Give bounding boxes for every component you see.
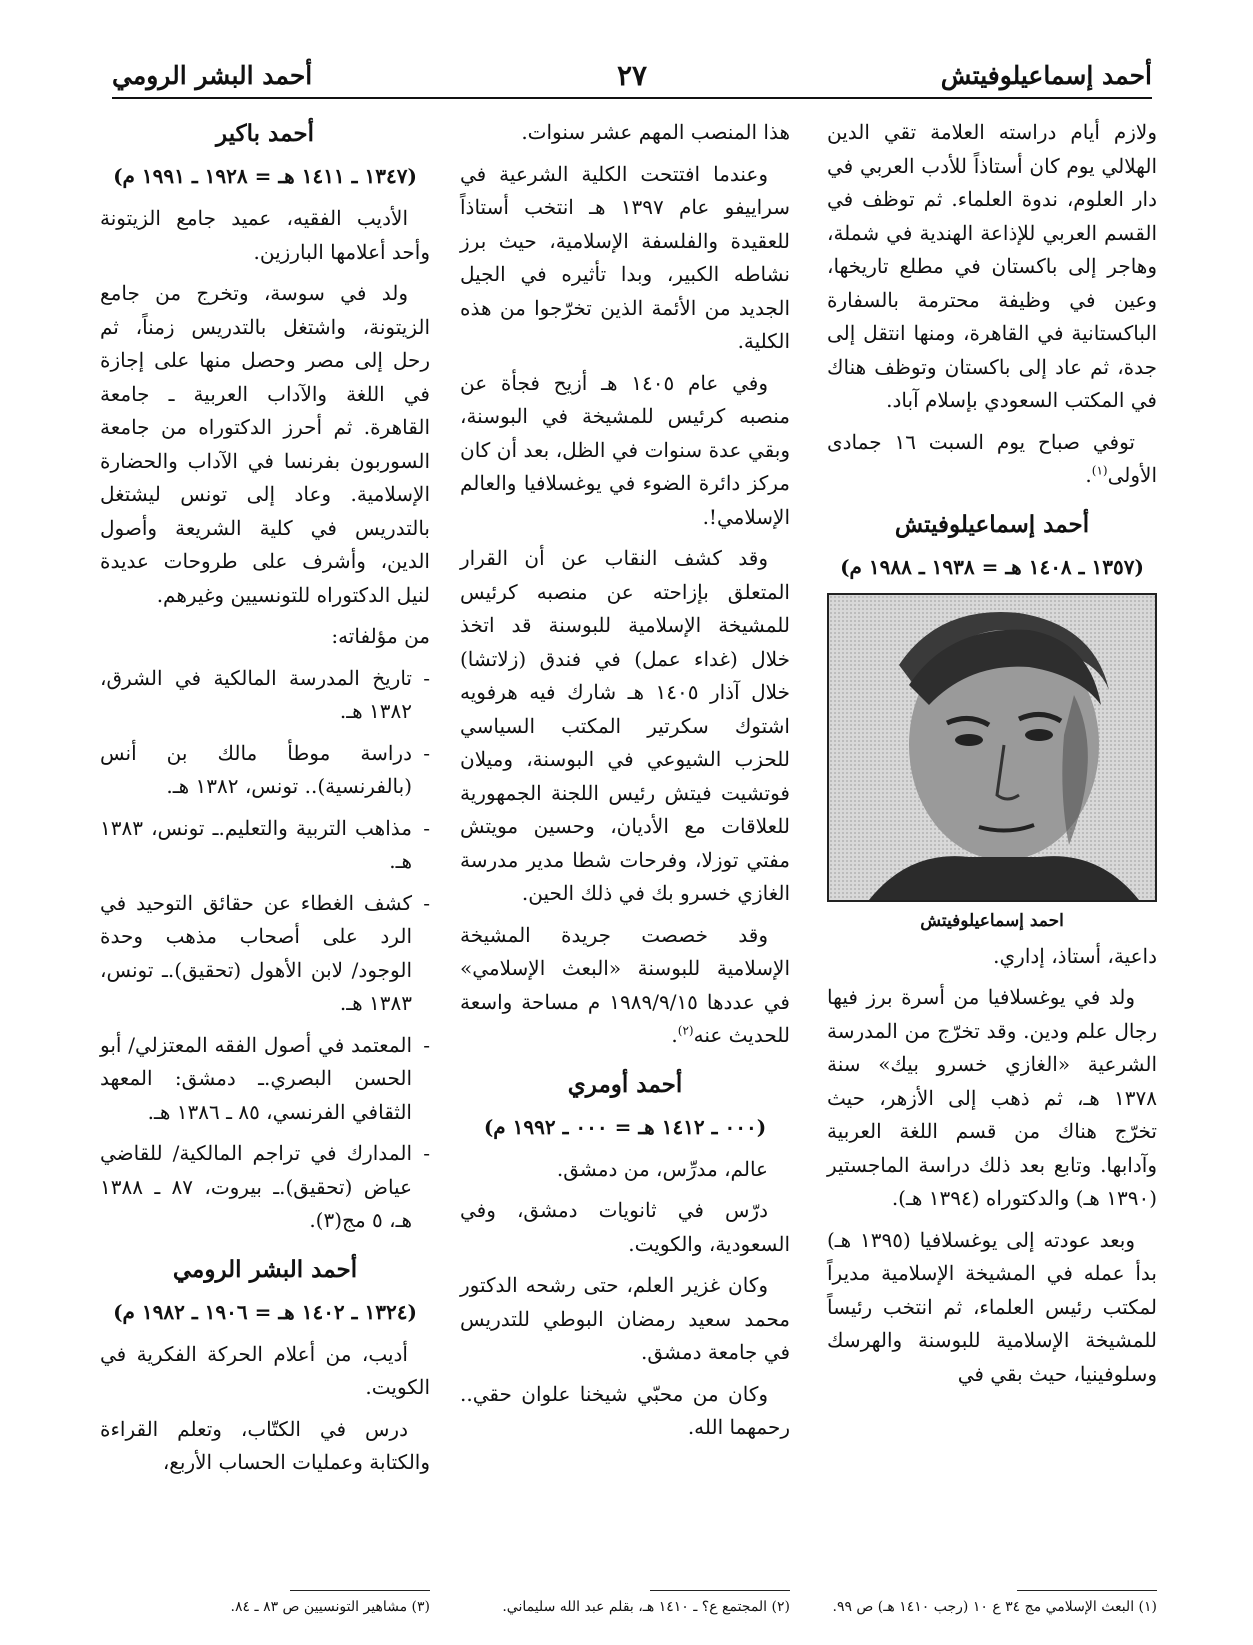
column-left — [100, 116, 430, 1488]
paragraph: ولد في سوسة، وتخرج من جامع الزيتونة، واشتغل بالتدريس زمناً، ثم رحل إلى مصر وحصل منها على إجازة في اللغة والآداب العربية ـ جامعة القاهرة. ثم أحرز الدكتوراه من جامعة السوربون بفرنسا في الآداب والحضارة الإسلامية. وعاد إلى تونس ليشتغل بالتدريس في كلية الشريعة وأصول الدين، وأشرف على طروحات عديدة لنيل الدكتوراه للتونسيين وغيرهم. — [100, 281, 430, 607]
bio-dates: (١٣٥٧ ـ ١٤٠٨ هـ = ١٩٣٨ ـ ١٩٨٨ م) — [840, 554, 1144, 579]
paragraph: درّس في ثانويات دمشق، وفي السعودية، والكويت. — [460, 1198, 790, 1256]
footnote-ref: (٢) — [677, 1023, 694, 1038]
paragraph: الأديب الفقيه، عميد جامع الزيتونة وأحد أعلامها البارزين. — [100, 206, 430, 264]
page-header — [112, 55, 1152, 99]
paragraph: درس في الكتّاب، وتعلم القراءة والكتابة وعمليات الحساب الأربع، — [100, 1416, 430, 1474]
footnote-rule — [650, 1590, 790, 1591]
photo-caption: احمد إسماعيلوفيتش — [920, 910, 1064, 931]
bio-title: أحمد البشر الرومي — [172, 1255, 358, 1283]
portrait-photo — [827, 593, 1157, 902]
paragraph: ولازم أيام دراسته العلامة تقي الدين الهلالي يوم كان أستاذاً للأدب العربي في دار العلوم، ندوة العلماء. ثم توظف في القسم العربي للإذاعة الهندية في شملة، وهاجر إلى باكستان في مطلع تاريخها، وعين في وظيفة محترمة بالسفارة الباكستانية في القاهرة، ومنها انتقل إلى جدة، ثم عاد إلى باكستان وتوظف هناك في المكتب السعودي بإسلام آباد. — [827, 120, 1157, 412]
bio-title: أحمد باكير — [216, 120, 314, 147]
paragraph: ولد في يوغسلافيا من أسرة برز فيها رجال علم ودين. وقد تخرّج من المدرسة الشرعية «الغازي خسرو بيك» سنة ١٣٧٨ هـ، ثم ذهب إلى الأزهر، حيث تخرّج هناك من قسم اللغة العربية وآدابها. وتابع بعد ذلك دراسة الماجستير (١٣٩٠ هـ) والدكتوراه (١٣٩٤ هـ). — [827, 985, 1157, 1210]
works-item: - المدارك في تراجم المالكية/ للقاضي عياض (تحقيق).ـ بيروت، ٨٧ ـ ١٣٨٨ هـ، ٥ مج(٣). — [100, 1137, 430, 1238]
paragraph: أديب، من أعلام الحركة الفكرية في الكويت. — [100, 1341, 430, 1399]
role-line: داعية، أستاذ، إداري. — [993, 943, 1157, 968]
works-item: - كشف الغطاء عن حقائق التوحيد في الرد على أصحاب مذهب وحدة الوجود/ لابن الأهول (تحقيق).ـ تونس، ١٣٨٣ هـ. — [100, 887, 430, 1021]
paragraph-end: . — [671, 1023, 678, 1047]
paragraph-end: . — [1085, 463, 1092, 487]
column-middle — [460, 116, 790, 1453]
paragraph — [460, 919, 790, 1053]
footnote-rule — [1017, 1590, 1157, 1591]
footnote-ref: (١) — [1091, 463, 1108, 478]
paragraph-text: وقد خصصت جريدة المشيخة الإسلامية للبوسنة «البعث الإسلامي» في عددها ١٩٨٩/٩/١٥ م مساحة واسعة للحديث عنه — [460, 922, 790, 1047]
paragraph: هذا المنصب المهم عشر سنوات. — [521, 120, 790, 144]
paragraph: وعندما افتتحت الكلية الشرعية في سراييفو عام ١٣٩٧ هـ انتخب أستاذاً للعقيدة والفلسفة الإسلامية، حيث برز نشاطه الكبير، وبدا تأثيره في الجيل الجديد من الأئمة الذين تخرّجوا من هذه الكلية. — [460, 161, 791, 353]
bio-dates: (٠٠٠ ـ ١٤١٢ هـ = ٠٠٠ ـ ١٩٩٢ م) — [483, 1114, 767, 1139]
portrait-image — [829, 595, 1155, 900]
page-number: ٢٧ — [616, 59, 648, 92]
works-item: - مذاهب التربية والتعليم.ـ تونس، ١٣٨٣ هـ. — [100, 812, 430, 879]
works-label: من مؤلفاته: — [331, 624, 430, 648]
footnote-rule — [290, 1590, 430, 1591]
paragraph: وكان غزير العلم، حتى رشحه الدكتور محمد سعيد رمضان البوطي للتدريس في جامعة دمشق. — [460, 1273, 790, 1364]
works-list — [100, 662, 430, 1238]
column-right — [827, 116, 1157, 1399]
bio-dates: (١٣٤٧ ـ ١٤١١ هـ = ١٩٢٨ ـ ١٩٩١ م) — [113, 164, 417, 188]
footnote-left: (٣) مشاهير التونسيين ص ٨٣ ـ ٨٤. — [230, 1599, 430, 1615]
header-left-title: أحمد البشر الرومي — [112, 61, 313, 90]
bio-title: أحمد أومري — [567, 1070, 683, 1098]
bio-dates: (١٣٢٤ ـ ١٤٠٢ هـ = ١٩٠٦ ـ ١٩٨٢ م) — [113, 1299, 417, 1324]
footnote-right: (١) البعث الإسلامي مج ٣٤ ع ١٠ (رجب ١٤١٠ هـ) ص ٩٩. — [832, 1599, 1157, 1615]
works-item: - المعتمد في أصول الفقه المعتزلي/ أبو الحسن البصري.ـ دمشق: المعهد الثقافي الفرنسي، ٨٥ ـ ١٣٨٦ هـ. — [100, 1029, 430, 1130]
works-item: - دراسة موطأ مالك بن أنس (بالفرنسية).. تونس، ١٣٨٢ هـ. — [100, 737, 430, 804]
bio-title: أحمد إسماعيلوفيتش — [894, 510, 1090, 538]
footnote-middle: (٢) المجتمع ع؟ ـ ١٤١٠ هـ، بقلم عبد الله سليماني. — [502, 1599, 790, 1615]
header-right-title: أحمد إسماعيلوفيتش — [940, 61, 1152, 90]
paragraph — [827, 426, 1157, 493]
paragraph: وفي عام ١٤٠٥ هـ أزيح فجأة عن منصبه كرئيس للمشيخة في البوسنة، وبقي عدة سنوات في الظل، بعد أن كان مركز دائرة الضوء في يوغسلافيا والعالم الإسلامي!. — [460, 370, 790, 529]
paragraph: وكان من محبّي شيخنا علوان حقي.. رحمهما الله. — [460, 1381, 790, 1439]
works-item: - تاريخ المدرسة المالكية في الشرق، ١٣٨٢ هـ. — [100, 662, 430, 729]
paragraph: وقد كشف النقاب عن أن القرار المتعلق بإزاحته عن منصبه كرئيس للمشيخة الإسلامية للبوسنة قد اتخذ خلال (غداء عمل) في فندق (زلاتشا) خلال آذار ١٤٠٥ هـ شارك فيه هرفويه اشتوك سكرتير المكتب السياسي للحزب الشيوعي في البوسنة، وميلان فوتشيت فيتش رئيس اللجنة الجمهورية للعلاقات مع الأديان، وحسين مويتش مفتي توزلا، وفرحات شطا مدير مدرسة الغازي خسرو بك في ذلك الحين. — [460, 546, 790, 905]
paragraph: وبعد عودته إلى يوغسلافيا (١٣٩٥ هـ) بدأ عمله في المشيخة الإسلامية مديراً لمكتب رئيس العلماء، ثم انتخب رئيساً للمشيخة الإسلامية للبوسنة والهرسك وسلوفينيا، حيث بقي في — [827, 1227, 1157, 1386]
role-line: عالم، مدرِّس، من دمشق. — [556, 1156, 768, 1181]
paragraph-text: توفي صباح يوم السبت ١٦ جمادى الأولى — [827, 429, 1157, 487]
